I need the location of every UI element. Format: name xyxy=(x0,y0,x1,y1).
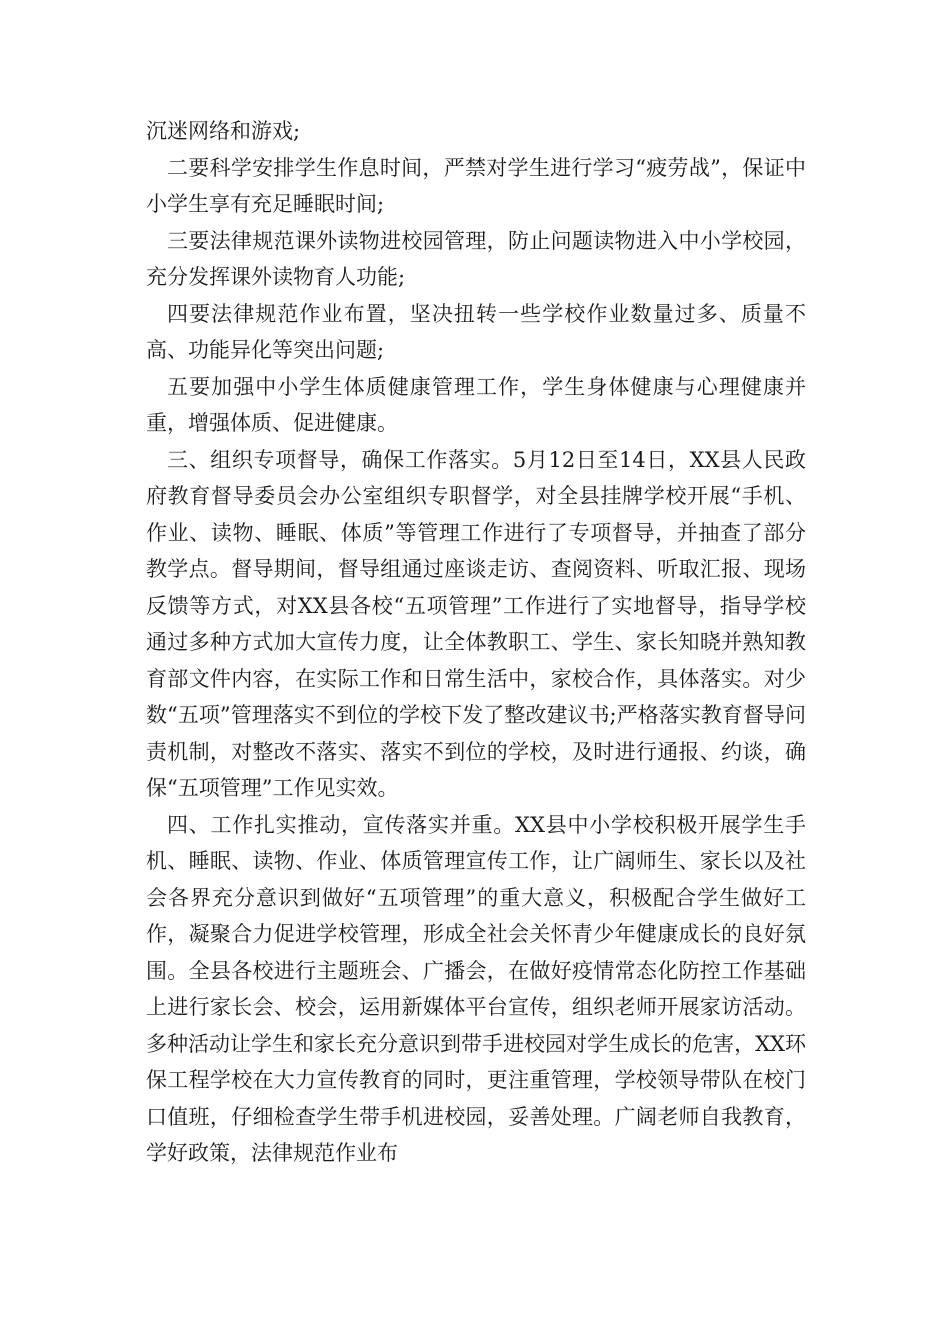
paragraph-section-3: 三、组织专项督导，确保工作落实。5月12日至14日，XX县人民政府教育督导委员会办公室组织专职督学，对全县挂牌学校开展“手机、作业、读物、睡眠、体质”等管理工作进行了专项督导，并抽查了部分教学点。督导期间，督导组通过座谈走访、查阅资料、听取汇报、现场反馈等方式，对XX县各校“五项管理”工作进行了实地督导，指导学校通过多种方式加大宣传力度，让全体教职工、学生、家长知晓并熟知教育部文件内容，在实际工作和日常生活中，家校合作，具体落实。对少数“五项”管理落实不到位的学校下发了整改建议书;严格落实教育督导问责机制，对整改不落实、落实不到位的学校，及时进行通报、约谈，确保“五项管理”工作见实效。 xyxy=(146,447,806,800)
paragraph-section-4: 四、工作扎实推动，宣传落实并重。XX县中小学校积极开展学生手机、睡眠、读物、作业、体质管理宣传工作，让广阔师生、家长以及社会各界充分意识到做好“五项管理”的重大意义，积极配合学生做好工作，凝聚合力促进学校管理，形成全社会关怀青少年健康成长的良好氛围。全县各校进行主题班会、广播会，在做好疫情常态化防控工作基础上进行家长会、校会，运用新媒体平台宣传，组织老师开展家访活动。多种活动让学生和家长充分意识到带手进校园对学生成长的危害，XX环保工程学校在大力宣传教育的同时，更注重管理，学校领导带队在校门口值班，仔细检查学生带手机进校园，妥善处理。广阔老师自我教育，学好政策，法律规范作业布 xyxy=(146,812,806,1165)
paragraph-item-5: 五要加强中小学生体质健康管理工作，学生身体健康与心理健康并重，增强体质、促进健康。 xyxy=(146,374,806,435)
paragraph-continuation: 沉迷网络和游戏; xyxy=(146,119,301,143)
paragraph-item-4: 四要法律规范作业布置，坚决扭转一些学校作业数量过多、质量不高、功能异化等突出问题; xyxy=(146,301,806,362)
paragraph-item-2: 二要科学安排学生作息时间，严禁对学生进行学习“疲劳战”，保证中小学生享有充足睡眠时间; xyxy=(146,155,806,216)
document-body xyxy=(146,113,806,1172)
paragraph-item-3: 三要法律规范课外读物进校园管理，防止问题读物进入中小学校园，充分发挥课外读物育人功能; xyxy=(146,228,806,289)
